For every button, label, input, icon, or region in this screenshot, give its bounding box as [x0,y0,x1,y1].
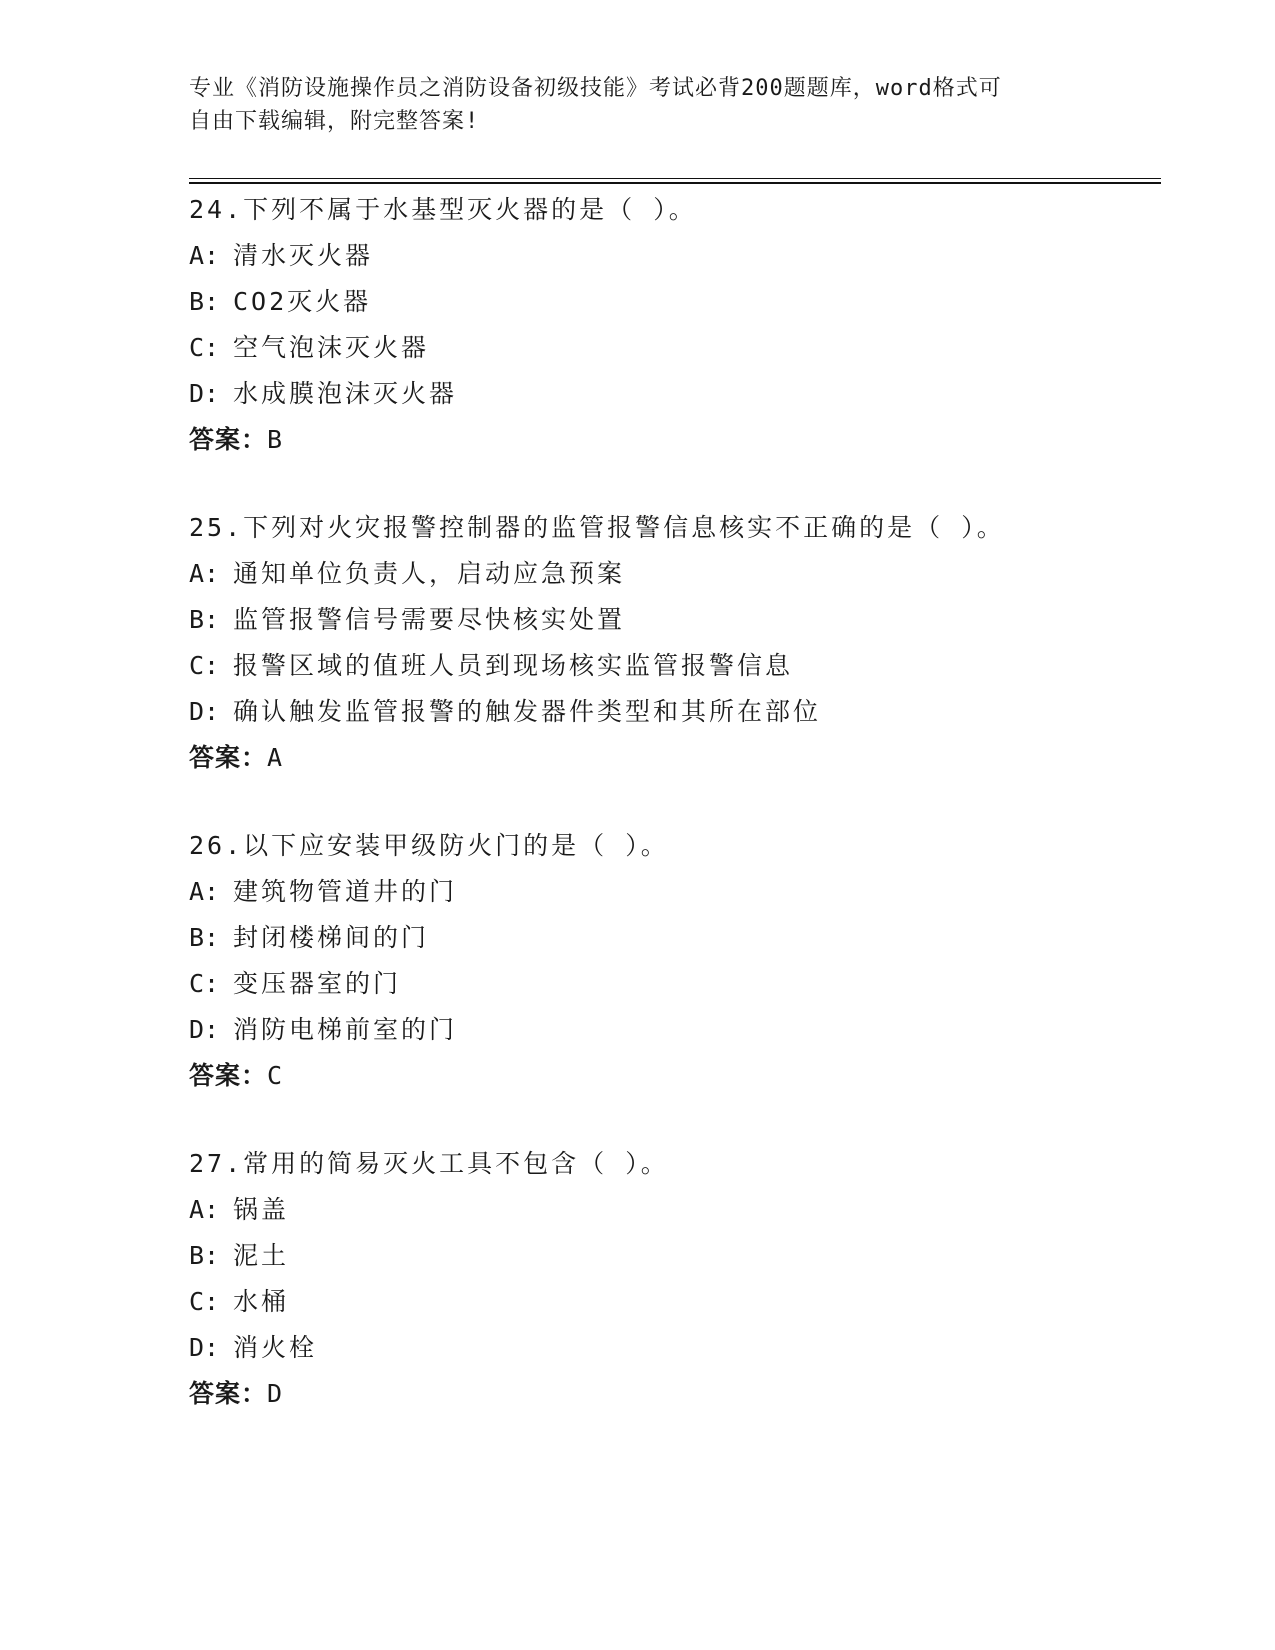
option-text: 水成膜泡沫灭火器 [233,379,458,408]
option-letter: C: [189,651,220,680]
option-c [189,1279,1169,1325]
question-stem: 24.下列不属于水基型灭火器的是（ ）。 [189,195,697,224]
answer-label: 答案： [189,743,268,772]
option-a [189,551,1169,597]
document-header [189,72,1089,138]
option-a [189,233,1169,279]
option-letter: A: [189,877,220,906]
option-text: 空气泡沫灭火器 [233,333,430,362]
option-text: 封闭楼梯间的门 [233,923,430,952]
option-text: 建筑物管道井的门 [233,877,458,906]
header-divider-thin [189,178,1161,179]
answer-label: 答案： [189,1061,268,1090]
option-letter: D: [189,697,220,726]
option-letter: B: [189,605,220,634]
option-text: 变压器室的门 [233,969,402,998]
question-stem: 25.下列对火灾报警控制器的监管报警信息核实不正确的是（ ）。 [189,513,1005,542]
option-letter: C: [189,333,220,362]
answer-line [189,1053,1169,1099]
option-text: 消火栓 [233,1333,318,1362]
option-c [189,325,1169,371]
answer-value: B [267,425,283,454]
answer-value: A [267,743,283,772]
option-b [189,1233,1169,1279]
option-text: 报警区域的值班人员到现场核实监管报警信息 [233,651,794,680]
option-letter: B: [189,287,220,316]
option-b [189,915,1169,961]
answer-label: 答案： [189,425,268,454]
option-text: 锅盖 [233,1195,290,1224]
option-d [189,689,1169,735]
option-text: 水桶 [233,1287,290,1316]
option-letter: A: [189,559,220,588]
question-stem: 26.以下应安装甲级防火门的是（ ）。 [189,831,669,860]
option-letter: B: [189,923,220,952]
option-d [189,1007,1169,1053]
header-line-1: 专业《消防设施操作员之消防设备初级技能》考试必背200题题库，word格式可 [189,76,1002,101]
question-24 [189,187,1169,463]
option-letter: D: [189,1015,220,1044]
answer-line [189,417,1169,463]
question-25 [189,505,1169,781]
answer-value: C [267,1061,283,1090]
option-d [189,1325,1169,1371]
header-line-2: 自由下载编辑，附完整答案! [189,109,480,134]
option-text: 消防电梯前室的门 [233,1015,458,1044]
option-letter: B: [189,1241,220,1270]
option-letter: C: [189,969,220,998]
option-text: 确认触发监管报警的触发器件类型和其所在部位 [233,697,822,726]
header-divider-thick [189,182,1161,184]
option-letter: D: [189,379,220,408]
answer-line [189,735,1169,781]
option-text: CO2灭火器 [233,287,372,316]
option-letter: A: [189,241,220,270]
option-d [189,371,1169,417]
option-c [189,961,1169,1007]
question-27 [189,1141,1169,1417]
option-text: 通知单位负责人，启动应急预案 [233,559,626,588]
option-b [189,597,1169,643]
answer-line [189,1371,1169,1417]
answer-label: 答案： [189,1379,268,1408]
option-c [189,643,1169,689]
option-letter: C: [189,1287,220,1316]
option-letter: A: [189,1195,220,1224]
option-a [189,1187,1169,1233]
question-26 [189,823,1169,1099]
option-letter: D: [189,1333,220,1362]
question-stem: 27.常用的简易灭火工具不包含（ ）。 [189,1149,669,1178]
answer-value: D [267,1379,283,1408]
option-text: 监管报警信号需要尽快核实处置 [233,605,626,634]
option-a [189,869,1169,915]
option-text: 泥土 [233,1241,290,1270]
option-text: 清水灭火器 [233,241,374,270]
option-b [189,279,1169,325]
